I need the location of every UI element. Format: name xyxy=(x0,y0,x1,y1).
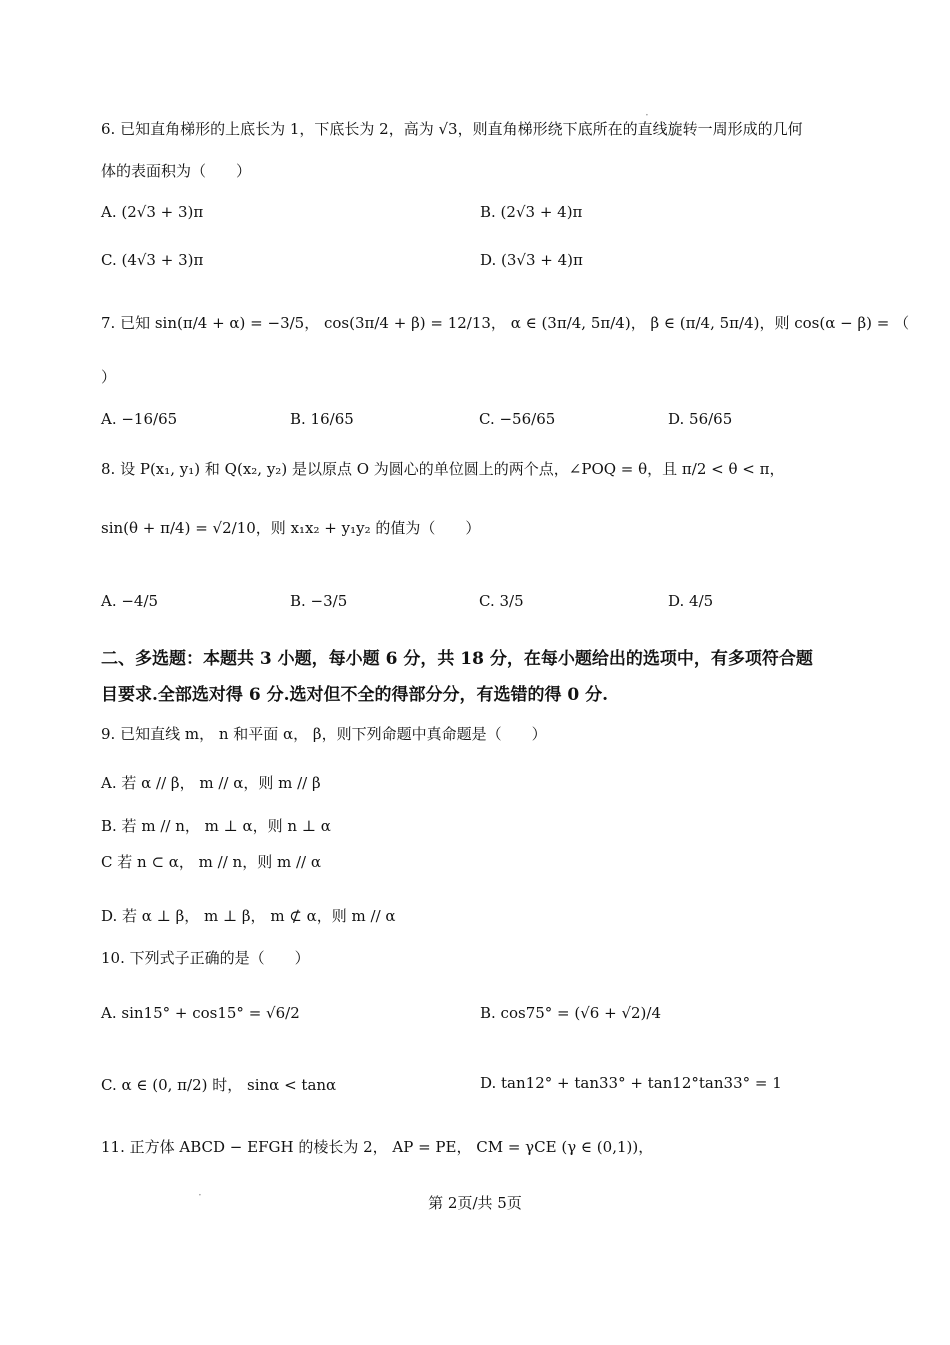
q10-option-a: A. sin15° + cos15° = √6/2 xyxy=(101,1004,300,1022)
section2-heading-line2: 目要求.全部选对得 6 分.选对但不全的得部分分，有选错的得 0 分. xyxy=(101,685,609,705)
q6-stem-line1: 6. 已知直角梯形的上底长为 1，下底长为 2，高为 √3，则直角梯形绕下底所在的直线旋转一周形成的几何 xyxy=(101,120,803,138)
q6-option-a: A. (2√3 + 3)π xyxy=(101,203,204,221)
section2-heading-line1: 二、多选题：本题共 3 小题，每小题 6 分，共 18 分，在每小题给出的选项中，有多项符合题 xyxy=(101,649,813,669)
q10-option-d: D. tan12° + tan33° + tan12°tan33° = 1 xyxy=(480,1074,782,1092)
q6-option-c: C. (4√3 + 3)π xyxy=(101,251,204,269)
q9-option-d: D. 若 α ⊥ β， m ⊥ β， m ⊄ α，则 m // α xyxy=(101,907,396,925)
q8-option-b: B. −3/5 xyxy=(290,592,348,610)
q9-option-c: C 若 n ⊂ α， m // n，则 m // α xyxy=(101,853,321,871)
q9-option-a: A. 若 α // β， m // α，则 m // β xyxy=(101,774,321,792)
q6-stem-line2: 体的表面积为（ ） xyxy=(101,162,252,180)
q7-option-c: C. −56/65 xyxy=(479,410,556,428)
q6-option-b: B. (2√3 + 4)π xyxy=(480,203,583,221)
scan-dot: · xyxy=(645,108,649,122)
q8-stem-line2: sin(θ + π/4) = √2/10，则 x₁x₂ + y₁y₂ 的值为（ ） xyxy=(101,519,481,537)
page-footer: 第 2页/共 5页 xyxy=(428,1194,522,1212)
q10-option-b: B. cos75° = (√6 + √2)/4 xyxy=(480,1004,661,1022)
q7-option-b: B. 16/65 xyxy=(290,410,354,428)
q10-option-c: C. α ∈ (0, π/2) 时， sinα < tanα xyxy=(101,1076,337,1094)
scan-dot: · xyxy=(198,1188,202,1202)
q8-option-a: A. −4/5 xyxy=(101,592,159,610)
q7-option-d: D. 56/65 xyxy=(668,410,733,428)
q9-stem: 9. 已知直线 m， n 和平面 α， β，则下列命题中真命题是（ ） xyxy=(101,725,547,743)
q8-option-c: C. 3/5 xyxy=(479,592,524,610)
q7-stem-line2: ） xyxy=(101,368,117,386)
q6-option-d: D. (3√3 + 4)π xyxy=(480,251,583,269)
q9-option-b: B. 若 m // n， m ⊥ α，则 n ⊥ α xyxy=(101,817,331,835)
q8-stem-line1: 8. 设 P(x₁, y₁) 和 Q(x₂, y₂) 是以原点 O 为圆心的单位圆上的两个点，∠POQ = θ，且 π/2 < θ < π， xyxy=(101,460,785,478)
q7-stem-line1: 7. 已知 sin(π/4 + α) = −3/5， cos(3π/4 + β) = 12/13， α ∈ (3π/4, 5π/4)， β ∈ (π/4, 5π/4)，则 cos(α − β) = （ xyxy=(101,314,910,332)
q8-option-d: D. 4/5 xyxy=(668,592,714,610)
q7-option-a: A. −16/65 xyxy=(101,410,178,428)
q11-stem: 11. 正方体 ABCD − EFGH 的棱长为 2， AP = PE， CM = γCE (γ ∈ (0,1))， xyxy=(101,1138,654,1156)
q10-stem: 10. 下列式子正确的是（ ） xyxy=(101,949,310,967)
